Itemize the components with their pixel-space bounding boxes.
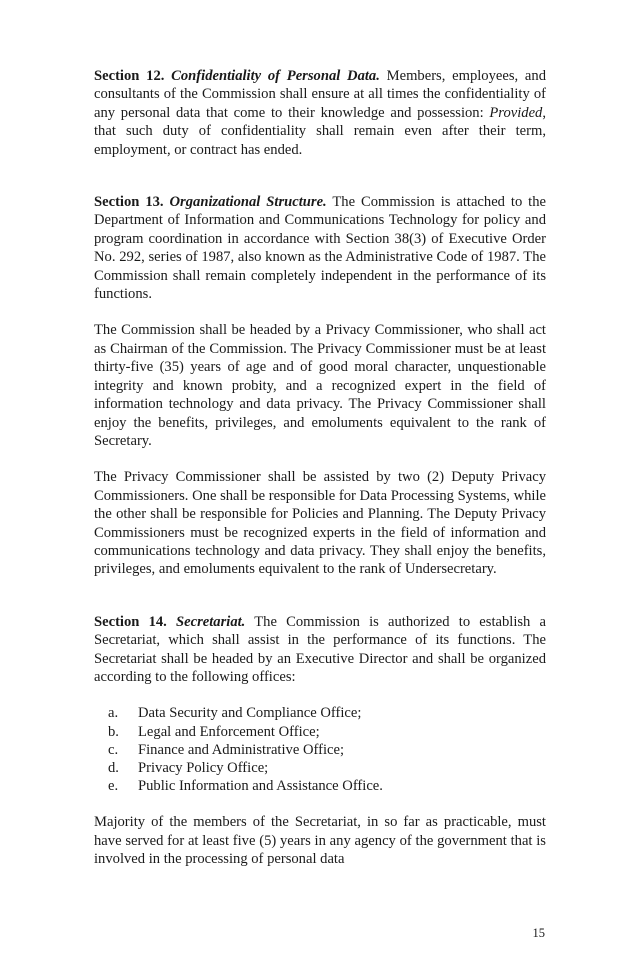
section-12-title: Confidentiality of Personal Data. (171, 68, 380, 84)
page-number: 15 (532, 926, 545, 940)
office-label: Data Security and Compliance Office; (138, 705, 362, 722)
office-label: Privacy Policy Office; (138, 759, 269, 776)
offices-list (94, 704, 546, 795)
section-13-paragraph (94, 193, 546, 303)
office-label: Legal and Enforcement Office; (138, 723, 320, 740)
list-marker: a. (108, 705, 119, 722)
document-page (94, 67, 546, 869)
list-marker: e. (108, 778, 119, 795)
section-13-heading: Section 13. (94, 194, 164, 211)
section-13-title: Organizational Structure. (169, 194, 327, 211)
list-item (108, 704, 546, 722)
section-14-text: The Commission is authorized to establish a Secretariat, which shall assist in the performance of its functions. The Secretariat shall be headed by an Executive Director and shall be organized according to the following offices: (94, 613, 547, 685)
list-item (108, 723, 546, 741)
office-label: Finance and Administrative Office; (138, 741, 345, 758)
office-label: Public Information and Assistance Office. (138, 778, 383, 795)
privacy-commissioner-paragraph: The Commission shall be headed by a Privacy Commissioner, who shall act as Chairman of the Commission. The Privacy Commissioner must be at least thirty-five (35) years of age and of good moral character, unquestionable integrity and known probity, and a recognized expert in the field of information technology and data privacy. The Privacy Commissioner shall enjoy the benefits, privileges, and emoluments equivalent to the rank of Secretary. (94, 322, 546, 449)
list-marker: b. (108, 723, 119, 740)
list-item (108, 759, 546, 777)
section-12-paragraph (94, 67, 546, 159)
list-marker: c. (108, 741, 119, 758)
deputy-commissioners-paragraph: The Privacy Commissioner shall be assisted by two (2) Deputy Privacy Commissioners. One shall be responsible for Data Processing Systems, while the other shall be responsible for Policies and Planning. The Deputy Privacy Commissioners must be recognized experts in the field of information and communications technology and data privacy. They shall enjoy the benefits, privileges, and emoluments equivalent to the rank of Undersecretary. (94, 469, 546, 578)
provided-word: Provided (489, 104, 543, 121)
list-marker: d. (108, 759, 119, 776)
section-12-text-after: , that such duty of confidentiality shall remain even after their term, employment, or contract has ended. (94, 104, 546, 158)
section-14-paragraph (94, 613, 546, 687)
list-item (108, 741, 546, 759)
section-14-heading: Section 14. (94, 613, 167, 630)
section-14-title: Secretariat. (176, 613, 246, 630)
section-12-heading: Section 12. (94, 68, 165, 84)
list-item (108, 777, 546, 795)
secretariat-closing-paragraph: Majority of the members of the Secretariat, in so far as practicable, must have served for at least five (5) years in any agency of the government that is involved in the processing of personal data (94, 814, 546, 868)
section-12-text-before: Members, employees, and consultants of the Commission shall ensure at all times the confidentiality of any personal data that come to their knowledge and possession: (94, 68, 546, 121)
section-13-text: The Commission is attached to the Department of Information and Communications Technology for policy and program coordination in accordance with Section 38(3) of Executive Order No. 292, series of 1987, also known as the Administrative Code of 1987. The Commission shall remain completely independent in the performance of its functions. (94, 194, 547, 303)
